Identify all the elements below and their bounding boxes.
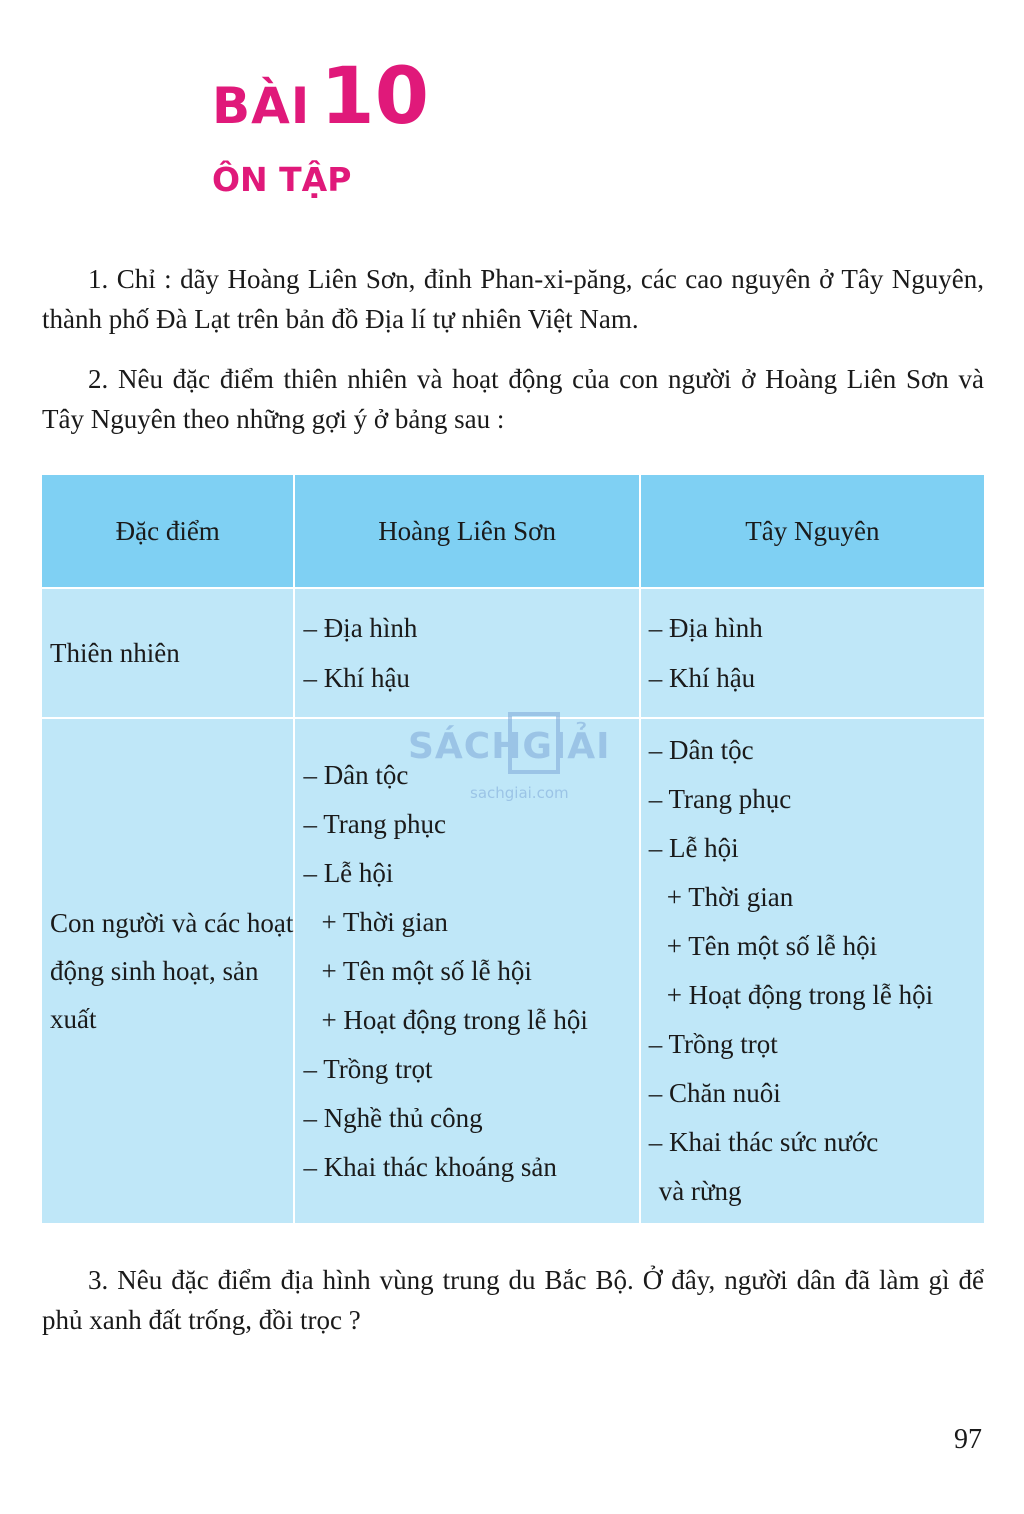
list-item: – Dân tộc — [648, 735, 754, 765]
lesson-heading — [212, 52, 429, 142]
list-item: – Địa hình — [648, 613, 763, 643]
lesson-word: BÀI — [212, 77, 311, 135]
header-hoang-lien-son: Hoàng Liên Sơn — [294, 474, 639, 588]
lesson-number: 10 — [320, 52, 429, 142]
hls-nature-cell — [294, 588, 639, 718]
watermark-url: sachgiai.com — [470, 784, 569, 802]
table-row-nature — [41, 588, 985, 718]
list-item: – Khai thác sức nước — [648, 1127, 879, 1157]
list-item: và rừng — [658, 1176, 742, 1206]
list-item: – Khai thác khoáng sản — [303, 1151, 557, 1182]
tn-people-cell — [640, 718, 985, 1224]
list-item: – Dân tộc — [303, 759, 409, 790]
question-2: 2. Nêu đặc điểm thiên nhiên và hoạt động của con người ở Hoàng Liên Sơn và Tây Nguyên theo những gợi ý ở bảng sau : — [42, 364, 984, 434]
list-item: – Lễ hội — [303, 857, 394, 888]
list-item: + Tên một số lễ hội — [666, 931, 878, 961]
list-item: – Trang phục — [648, 784, 792, 814]
list-item: + Hoạt động trong lễ hội — [321, 1004, 588, 1035]
list-item: + Thời gian — [666, 882, 794, 912]
list-item: – Địa hình — [303, 613, 418, 643]
list-item: + Thời gian — [321, 906, 448, 937]
table-header-row — [41, 474, 985, 588]
list-item: – Khí hậu — [303, 663, 410, 693]
list-item: – Trồng trọt — [303, 1053, 433, 1084]
list-item: – Nghề thủ công — [303, 1102, 483, 1133]
question-3: 3. Nêu đặc điểm địa hình vùng trung du Bắc Bộ. Ở đây, người dân đã làm gì để phủ xanh đất trống, đồi trọc ? — [42, 1265, 984, 1335]
hls-people-cell — [294, 718, 639, 1224]
list-item: – Chăn nuôi — [648, 1078, 781, 1108]
header-feature: Đặc điểm — [41, 474, 294, 588]
list-item: + Hoạt động trong lễ hội — [666, 980, 934, 1010]
tn-nature-cell — [640, 588, 985, 718]
list-item: – Khí hậu — [648, 663, 756, 693]
list-item: + Tên một số lễ hội — [321, 955, 532, 986]
watermark-text-left: SÁCH — [408, 726, 523, 767]
watermark-text-right: IẢI — [552, 726, 611, 767]
question-1: 1. Chỉ : dãy Hoàng Liên Sơn, đỉnh Phan-xi-păng, các cao nguyên ở Tây Nguyên, thành phố Đà Lạt trên bản đồ Địa lí tự nhiên Việt Nam. — [42, 264, 984, 334]
list-item: – Trang phục — [303, 808, 446, 839]
list-item: – Trồng trọt — [648, 1029, 778, 1059]
watermark-text-box: G — [522, 726, 553, 767]
feature-people: Con người và các hoạt động sinh hoạt, sản xuất — [41, 718, 294, 1224]
page-number: 97 — [954, 1424, 982, 1455]
table-row-people — [41, 718, 985, 1224]
feature-nature: Thiên nhiên — [41, 588, 294, 718]
list-item: – Lễ hội — [648, 833, 739, 863]
header-tay-nguyen: Tây Nguyên — [640, 474, 985, 588]
lesson-title: ÔN TẬP — [212, 160, 352, 199]
review-table — [40, 473, 986, 1225]
